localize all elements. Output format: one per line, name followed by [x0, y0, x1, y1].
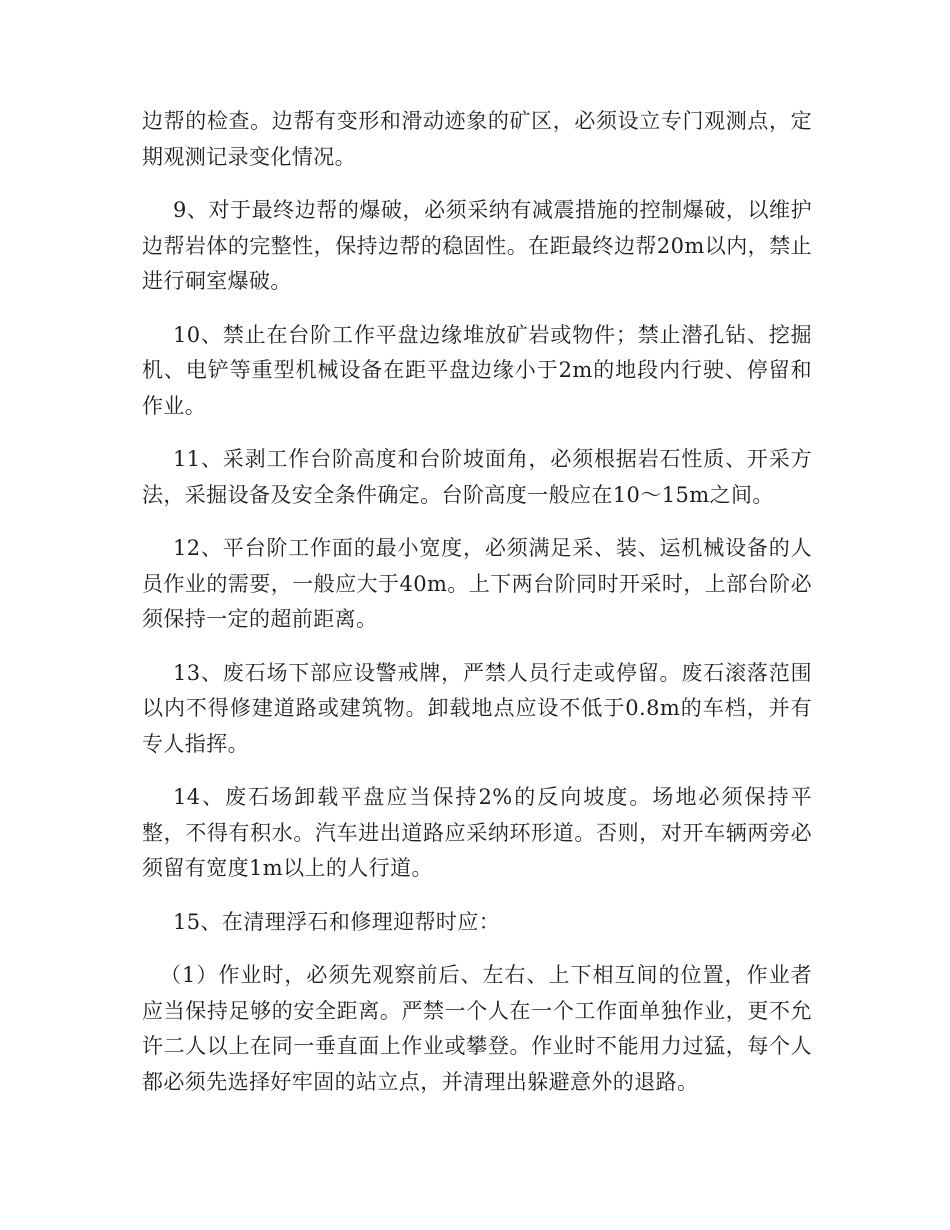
paragraph-item-14: 14、废石场卸载平盘应当保持2%的反向坡度。场地必须保持平整，不得有积水。汽车进出道路应采纳环形道。否则，对开车辆两旁必须留有宽度1m以上的人行道。 — [142, 785, 812, 880]
paragraph-item-15: 15、在清理浮石和修理迎帮时应： — [173, 909, 501, 934]
paragraph-item-9: 9、对于最终边帮的爆破，必须采纳有减震措施的控制爆破，以维护边帮岩体的完整性，保持边帮的稳固性。在距最终边帮20m以内，禁止进行硐室爆破。 — [142, 198, 812, 293]
paragraph-item-11: 11、采剥工作台阶高度和台阶坡面角，必须根据岩石性质、开采方法，采掘设备及安全条件确定。台阶高度一般应在10～15m之间。 — [142, 447, 812, 507]
document-body — [142, 104, 812, 1118]
paragraph-continuation: 边帮的检查。边帮有变形和滑动迹象的矿区，必须设立专门观测点，定期观测记录变化情况。 — [142, 109, 812, 169]
paragraph-item-10: 10、禁止在台阶工作平盘边缘堆放矿岩或物件；禁止潜孔钻、挖掘机、电铲等重型机械设备在距平盘边缘小于2m的地段内行驶、停留和作业。 — [142, 322, 812, 418]
paragraph-item-12: 12、平台阶工作面的最小宽度，必须满足采、装、运机械设备的人员作业的需要，一般应大于40m。上下两台阶同时开采时，上部台阶必须保持一定的超前距离。 — [142, 536, 812, 631]
paragraph-item-13: 13、废石场下部应设警戒牌，严禁人员行走或停留。废石滚落范围以内不得修建道路或建筑物。卸载地点应设不低于0.8m的车档，并有专人指挥。 — [142, 660, 812, 756]
paragraph-item-15-1: （1）作业时，必须先观察前后、左右、上下相互间的位置，作业者应当保持足够的安全距离。严禁一个人在一个工作面单独作业，更不允许二人以上在同一垂直面上作业或攀登。作业时不能用力过猛，每个人都必须先选择好牢固的站立点，并清理出躲避意外的退路。 — [142, 963, 812, 1094]
